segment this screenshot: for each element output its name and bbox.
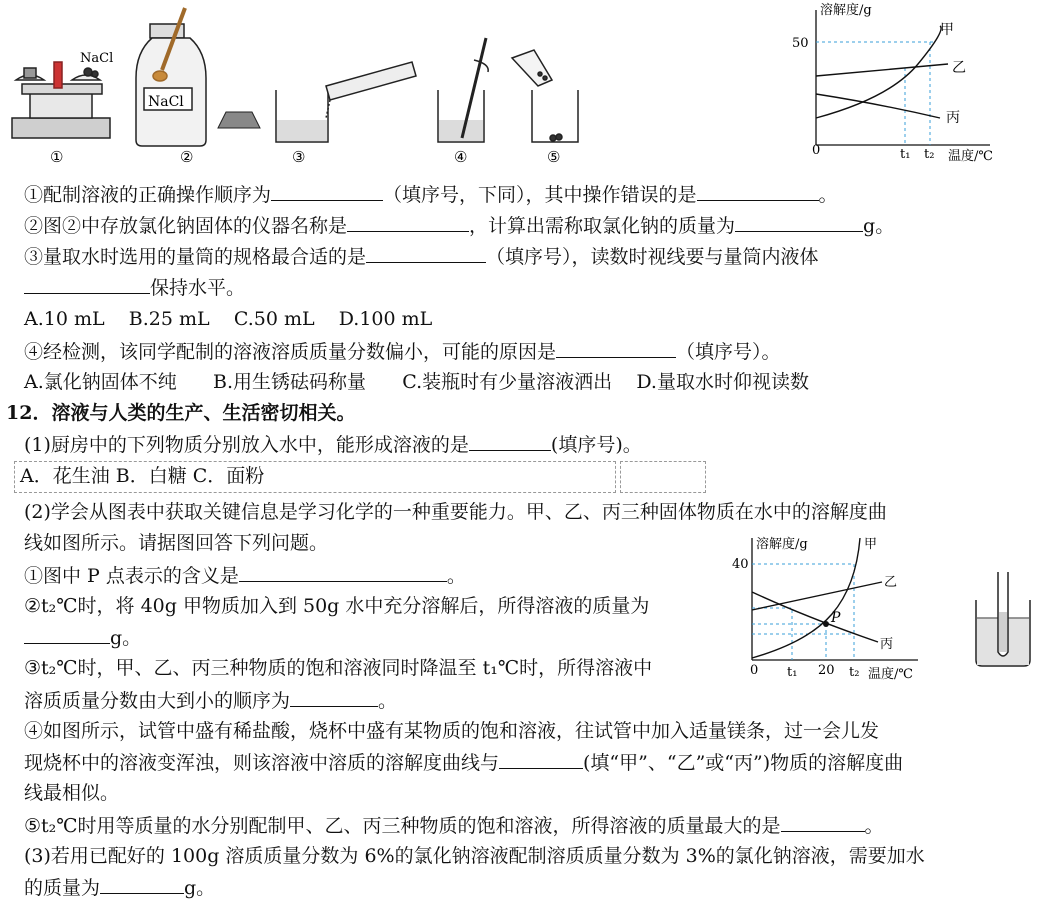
q11-line-1: ①配制溶液的正确操作顺序为 （填序号，下同），其中操作错误的是 。 [24, 180, 838, 209]
chart2-xtick-20: 20 [818, 663, 835, 678]
q12-sub3b: 溶质质量分数由大到小的顺序为 。 [24, 686, 397, 715]
chart2-ytick-40: 40 [732, 557, 749, 572]
reagent-bottle-image [136, 8, 206, 146]
solubility-chart-2 [728, 532, 928, 684]
bottle-stopper-image [218, 112, 260, 128]
answer-blank[interactable] [100, 873, 184, 894]
chart1-series-jia: 甲 [940, 22, 954, 38]
q11-line-2: ②图②中存放氯化钠固体的仪器名称是 ，计算出需称取氯化钠的质量为 g。 [24, 211, 894, 240]
q11-line-3: ③量取水时选用的量筒的规格最合适的是 （填序号），读数时视线要与量筒内液体 [24, 242, 819, 271]
answer-blank[interactable] [271, 180, 383, 201]
q12-sub4c: 线最相似。 [24, 782, 120, 804]
step-label-3: ③ [292, 148, 306, 166]
answer-blank[interactable] [499, 748, 583, 769]
q11-volume-options: A.10 mL B.25 mL C.50 mL D.100 mL [24, 308, 433, 330]
answer-blank[interactable] [24, 623, 110, 644]
chart2-xtick-t1: t₁ [787, 665, 798, 680]
chart1-xtick-t2: t₂ [924, 147, 935, 162]
answer-blank[interactable] [347, 211, 469, 232]
answer-blank[interactable] [469, 430, 551, 451]
chart1-series-bing: 丙 [946, 110, 960, 126]
chart2-origin: 0 [750, 663, 759, 678]
chart2-point-p [823, 621, 829, 627]
solubility-chart-1 [790, 0, 1020, 170]
q12-sub3: ③t₂℃时，甲、乙、丙三种物质的饱和溶液同时降温至 t₁℃时，所得溶液中 [24, 657, 653, 679]
chart2-series-bing: 丙 [880, 637, 894, 652]
choices-table-cell-empty [620, 461, 706, 493]
answer-blank[interactable] [239, 561, 447, 582]
answer-blank[interactable] [735, 211, 863, 232]
solid-pouring-image [512, 50, 578, 142]
q11-line-4: 保持水平。 [24, 273, 245, 302]
answer-blank[interactable] [24, 273, 150, 294]
chart2-series-jia: 甲 [864, 537, 878, 552]
q11-reason-options: A.氯化钠固体不纯 B.用生锈砝码称量 C.装瓶时有少量溶液洒出 D.量取水时仰视读数 [24, 371, 809, 393]
chart1-xlabel: 温度/℃ [948, 149, 993, 164]
bottle-nacl-label: NaCl [148, 94, 184, 110]
step-label-4: ④ [454, 148, 468, 166]
chart2-curve-yi [752, 582, 882, 610]
q12-title: 12．溶液与人类的生产、生活密切相关。 [6, 402, 356, 424]
chart1-ytick-50: 50 [792, 36, 809, 51]
test-tube-beaker-image [968, 568, 1038, 672]
q12-part1: (1)厨房中的下列物质分别放入水中，能形成溶液的是 (填序号)。 [24, 430, 642, 459]
chart1-ylabel: 溶解度/g [820, 3, 872, 18]
chart2-ylabel: 溶解度/g [756, 537, 808, 552]
answer-blank[interactable] [556, 337, 676, 358]
chart2-xlabel: 温度/℃ [868, 667, 913, 682]
q12-sub4b: 现烧杯中的溶液变浑浊，则该溶液中溶质的溶解度曲线与 (填“甲”、“乙”或“丙”)物质的溶解度曲 [24, 748, 903, 777]
chart2-series-yi: 乙 [884, 575, 898, 590]
q12-part3: (3)若用已配好的 100g 溶质质量分数为 6%的氯化钠溶液配制溶质质量分数为 3%的氯化钠溶液，需要加水 [24, 845, 925, 867]
chart1-xtick-t1: t₁ [900, 147, 911, 162]
chart2-xtick-t2: t₂ [849, 665, 860, 680]
step-label-2: ② [180, 148, 194, 166]
scale-nacl-label: NaCl [80, 51, 114, 66]
q12-sub4: ④如图所示，试管中盛有稀盐酸，烧杯中盛有某物质的饱和溶液，往试管中加入适量镁条，过一会儿发 [24, 720, 880, 742]
chart1-curve-bing [816, 94, 940, 118]
step-label-1: ① [50, 148, 64, 166]
apparatus-illustrations [0, 0, 620, 170]
q12-part2-intro-1: (2)学会从图表中获取关键信息是学习化学的一种重要能力。甲、乙、丙三种固体物质在水中的溶解度曲 [24, 501, 887, 523]
q12-sub5: ⑤t₂℃时用等质量的水分别配制甲、乙、丙三种物质的饱和溶液，所得溶液的质量最大的是 。 [24, 811, 884, 840]
q12-sub2b: g。 [24, 623, 141, 652]
answer-blank[interactable] [697, 180, 819, 201]
balance-image [12, 62, 110, 138]
answer-blank[interactable] [366, 242, 486, 263]
chart1-series-yi: 乙 [952, 60, 966, 76]
chart1-origin: 0 [812, 143, 821, 158]
q12-sub1: ①图中 P 点表示的含义是 。 [24, 561, 466, 590]
pouring-beaker-image [276, 62, 416, 142]
q12-part3b: 的质量为 g。 [24, 873, 215, 902]
chart2-point-label: P [831, 610, 841, 626]
q12-part2-intro-2: 线如图所示。请据图回答下列问题。 [24, 532, 329, 554]
q11-line-5: ④经检测，该同学配制的溶液溶质质量分数偏小，可能的原因是 （填序号）。 [24, 337, 781, 366]
q12-sub2: ②t₂℃时，将 40g 甲物质加入到 50g 水中充分溶解后，所得溶液的质量为 [24, 595, 650, 617]
answer-blank[interactable] [781, 811, 865, 832]
q12-choices: A．花生油 B．白糖 C．面粉 [20, 465, 265, 487]
chart1-curve-yi [816, 64, 948, 76]
answer-blank[interactable] [290, 686, 378, 707]
stirring-beaker-image [438, 38, 488, 142]
step-label-5: ⑤ [547, 148, 561, 166]
